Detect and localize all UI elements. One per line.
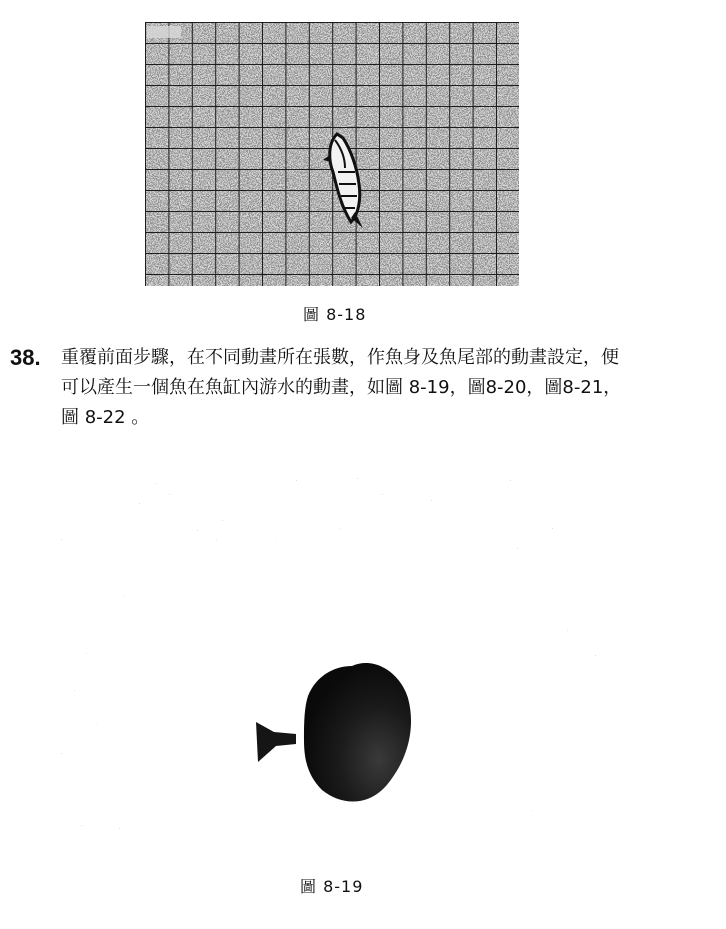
step-line: 圖 8-22 。: [61, 407, 150, 428]
step-line: 可以產生一個魚在魚缸內游水的動畫，如圖 8-19，圖8-20，圖8-21，: [61, 377, 622, 398]
figure-8-19-image: [52, 450, 608, 866]
step-paragraph: [61, 343, 701, 433]
figure-8-18-image: [145, 22, 519, 286]
figure-8-19-caption: 圖 8-19: [300, 877, 364, 896]
step-line: 重覆前面步驟，在不同動畫所在張數，作魚身及魚尾部的動畫設定，便: [61, 347, 619, 368]
grid-corner-mark: [147, 26, 181, 38]
figure-8-18-caption: 圖 8-18: [303, 305, 367, 324]
bowl-stipple: [52, 450, 608, 866]
step-number: 38.: [10, 345, 41, 370]
